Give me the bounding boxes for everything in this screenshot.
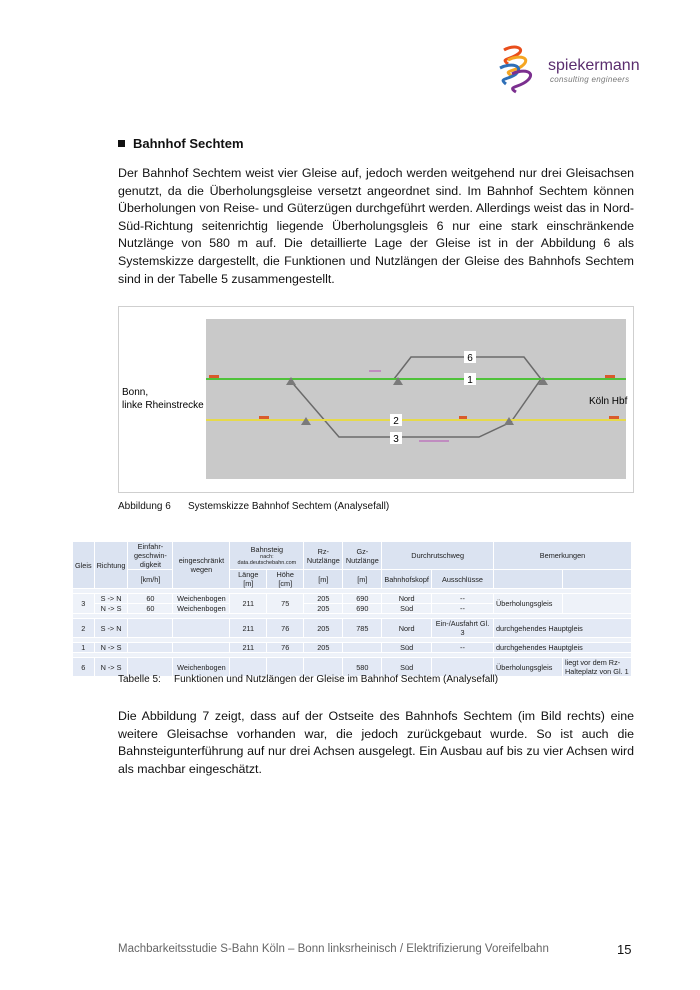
cell-bem2 [563, 594, 632, 614]
col-bahnsteig [230, 542, 304, 570]
footer-text: Machbarkeitsstudie S-Bahn Köln – Bonn linksrheinisch / Elektrifizierung Voreifelbahn [118, 943, 549, 955]
cell-bem: Überholungsgleis [494, 594, 563, 614]
cell-eing: Weichenbogen [173, 604, 230, 614]
cell-v [128, 619, 173, 638]
table-caption [118, 674, 498, 685]
section-title: Bahnhof Sechtem [133, 136, 244, 151]
unit-bahnhofskopf: Bahnhofskopf [382, 570, 432, 589]
signal-mark [609, 416, 619, 419]
unit-rz: [m] [304, 570, 343, 589]
figure-caption [118, 501, 389, 512]
col-durchrutschweg: Durchrutschweg [382, 542, 494, 570]
cell-gleis: 3 [73, 594, 95, 614]
label-koeln-hbf: Köln Hbf [589, 396, 628, 407]
signal-mark [459, 416, 467, 419]
cell-kopf: Süd [382, 604, 432, 614]
signal-mark [209, 375, 219, 378]
cell-aus: Ein-/Ausfahrt Gl. 3 [431, 619, 493, 638]
cell-gz: 690 [343, 604, 382, 614]
table-caption-number: Tabelle 5: [118, 674, 161, 685]
cell-gleis: 6 [73, 658, 95, 677]
unit-laenge: Länge [m] [230, 570, 267, 589]
cell-rz: 205 [304, 594, 343, 604]
cell-eing: Weichenbogen [173, 658, 230, 677]
table-row [73, 619, 632, 638]
section-heading [118, 136, 244, 151]
cell-laenge: 211 [230, 643, 267, 653]
cell-v: 60 [128, 604, 173, 614]
table-caption-text: Funktionen und Nutzlängen der Gleise im Bahnhof Sechtem (Analysefall) [174, 674, 499, 685]
system-sketch-figure [118, 306, 634, 493]
cell-hoehe: 76 [267, 619, 304, 638]
bahnsteig-title: Bahnsteig [250, 545, 284, 554]
cell-kopf: Süd [382, 643, 432, 653]
cell-aus: -- [431, 604, 493, 614]
cell-laenge: 211 [230, 594, 267, 614]
cell-aus: -- [431, 643, 493, 653]
table-row [73, 594, 632, 604]
col-richtung: Richtung [94, 542, 128, 589]
figure-caption-number: Abbildung 6 [118, 501, 171, 512]
label-bonn: Bonn, [122, 387, 149, 398]
unit-gz: [m] [343, 570, 382, 589]
cell-bem2: liegt vor dem Rz-Halteplatz von Gl. 1 [563, 658, 632, 677]
cell-richtung: S -> N [94, 594, 128, 604]
logo-name: spiekermann [548, 57, 640, 74]
cell-bem: durchgehendes Hauptgleis [494, 619, 632, 638]
diagram-background [206, 319, 626, 479]
signal-mark [259, 416, 269, 419]
cell-richtung: S -> N [94, 619, 128, 638]
unit-hoehe: Höhe [cm] [267, 570, 304, 589]
table-row [73, 643, 632, 653]
col-gleis: Gleis [73, 542, 95, 589]
cell-richtung: N -> S [94, 643, 128, 653]
cell-gleis: 2 [73, 619, 95, 638]
track-diagram [119, 307, 633, 492]
track-label-2: 2 [393, 416, 399, 427]
cell-kopf: Süd [382, 658, 432, 677]
paragraph-outro: Die Abbildung 7 zeigt, dass auf der Ostseite des Bahnhofs Sechtem (im Bild rechts) eine weitere Gleisachse vorhanden war, die jedoch zurückgebaut wurde. So ist auch die Bahnsteigunterführung auf nur drei Achsen ausgelegt. Ein Ausbau auf bis zu vier Achsen wird als machbar eingeschätzt. [118, 709, 634, 776]
cell-rz: 205 [304, 619, 343, 638]
label-linke-rheinstrecke: linke Rheinstrecke [122, 400, 204, 411]
bahnsteig-sub1: nach: [260, 554, 274, 560]
cell-gleis: 1 [73, 643, 95, 653]
cell-v [128, 643, 173, 653]
cell-rz: 205 [304, 643, 343, 653]
bahnsteig-sub2: data.deutschebahn.com [237, 560, 297, 566]
col-rz: Rz-Nutzlänge [304, 542, 343, 570]
figure-caption-text: Systemskizze Bahnhof Sechtem (Analysefall) [188, 501, 390, 512]
track-label-6: 6 [467, 353, 473, 364]
cell-richtung: N -> S [94, 658, 128, 677]
track-label-1: 1 [467, 375, 473, 386]
tracks-table [72, 541, 632, 677]
cell-eing [173, 619, 230, 638]
cell-rz: 205 [304, 604, 343, 614]
cell-aus: -- [431, 594, 493, 604]
cell-gz: 785 [343, 619, 382, 638]
cell-v: 60 [128, 594, 173, 604]
square-bullet-icon [118, 140, 125, 147]
unit-einfahr: [km/h] [128, 570, 173, 589]
col-gz: Gz-Nutzlänge [343, 542, 382, 570]
track-label-3: 3 [393, 434, 399, 445]
logo-subtitle: consulting engineers [550, 75, 630, 84]
cell-gz: 690 [343, 594, 382, 604]
col-einfahr: Einfahr-geschwin-digkeit [128, 542, 173, 570]
cell-gz [343, 643, 382, 653]
cell-hoehe: 76 [267, 643, 304, 653]
cell-hoehe: 75 [267, 594, 304, 614]
cell-bem: durchgehendes Hauptgleis [494, 643, 632, 653]
col-eingeschraenkt: eingeschränkt wegen [173, 542, 230, 589]
paragraph-intro: Der Bahnhof Sechtem weist vier Gleise auf, jedoch werden weitgehend nur drei Gleisachsen genutzt, da die Überholungsgleise versetzt angeordnet sind. Im Bahnhof Sechtem können Überholungen von Reise- und Güterzügen durchgeführt werden. Allerdings weist das in Nord-Süd-Richtung seitenrichtig liegende Überholungsgleis 6 nur eine stark einschränkende Nutzlänge von 580 m auf. Die detaillierte Lage der Gleise ist in der Abbildung 6 als Systemskizze dargestellt, die Funktionen und Nutzlängen der Gleise des Bahnhofs Sechtem sind in der Tabelle 5 zusammengestellt. [118, 166, 634, 286]
cell-kopf: Nord [382, 594, 432, 604]
col-bemerkungen: Bemerkungen [494, 542, 632, 570]
cell-kopf: Nord [382, 619, 432, 638]
cell-gz: 580 [343, 658, 382, 677]
cell-eing: Weichenbogen [173, 594, 230, 604]
unit-ausschluesse: Ausschlüsse [431, 570, 493, 589]
cell-eing [173, 643, 230, 653]
cell-laenge: 211 [230, 619, 267, 638]
signal-mark [605, 375, 615, 378]
cell-richtung: N -> S [94, 604, 128, 614]
cell-bem: Überholungsgleis [494, 658, 563, 677]
page-number: 15 [617, 942, 632, 957]
